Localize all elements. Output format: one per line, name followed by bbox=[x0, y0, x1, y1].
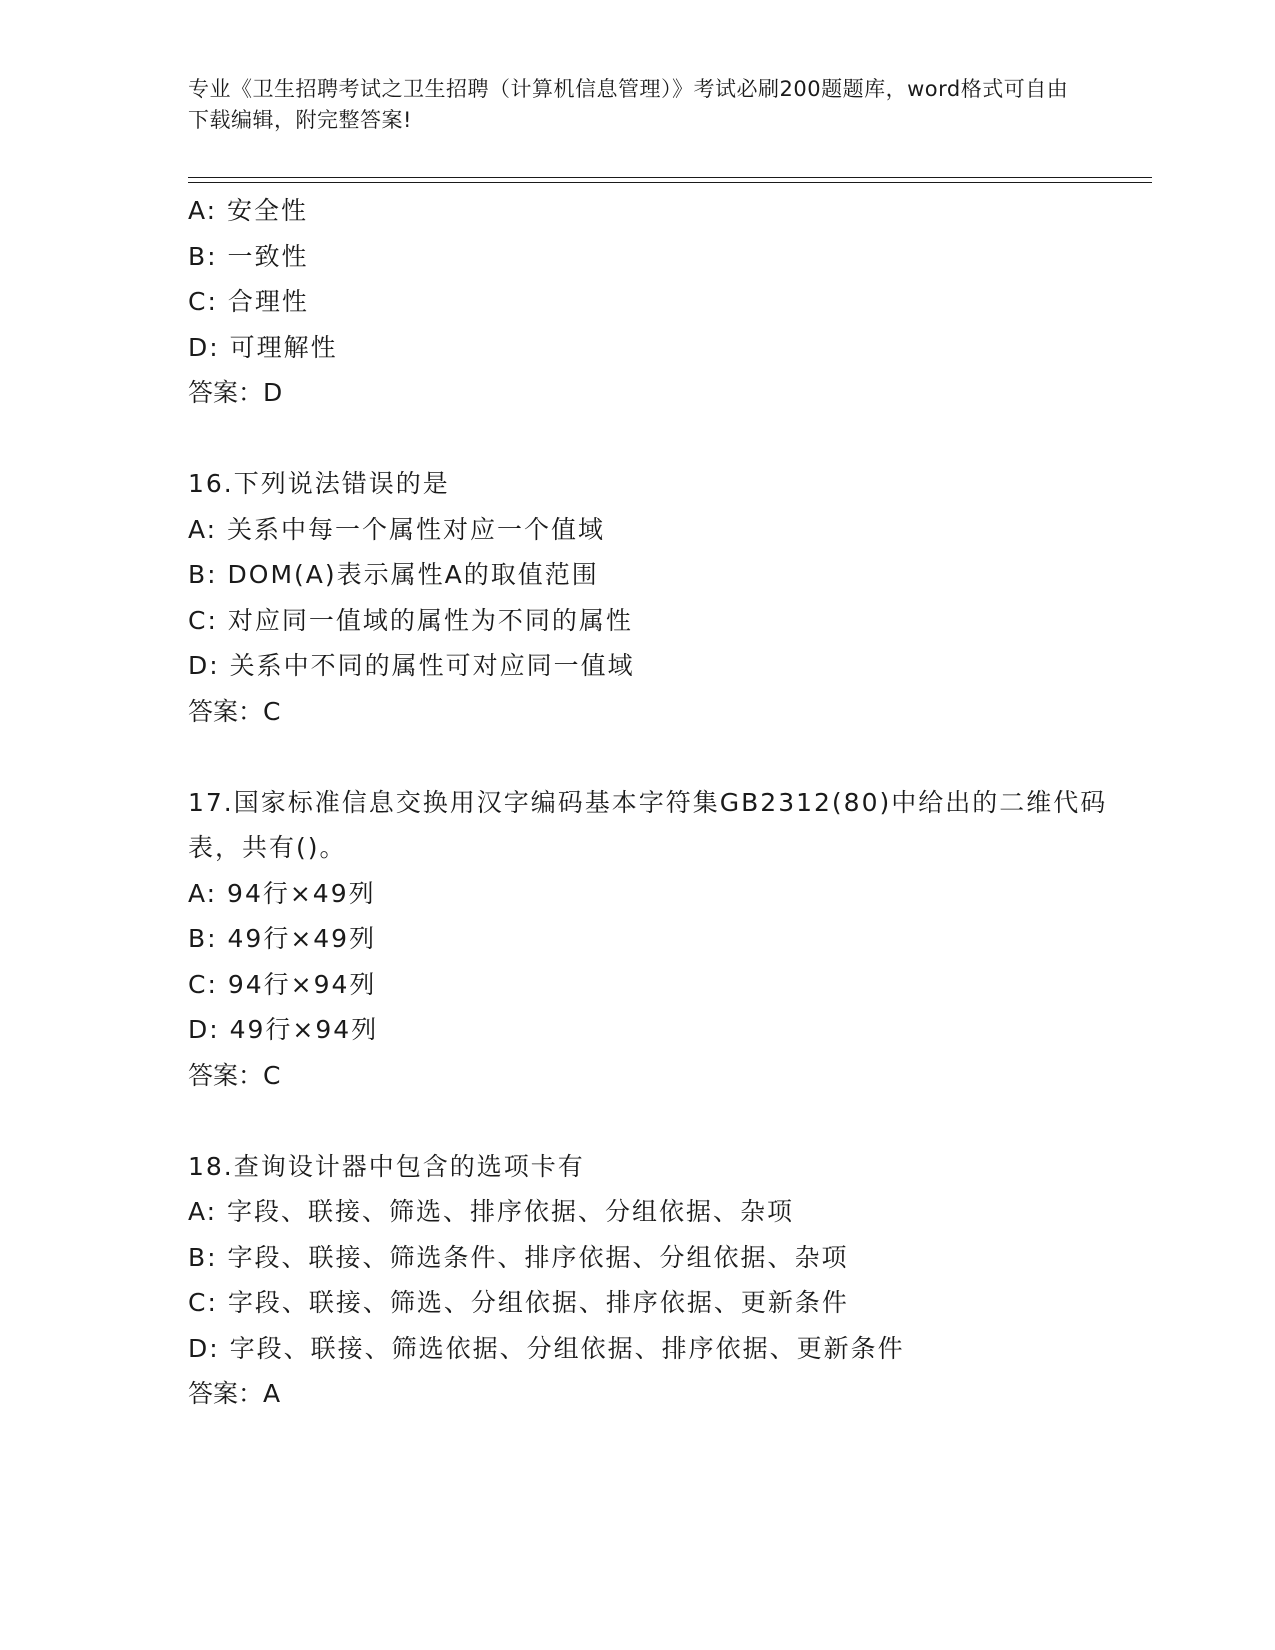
option-c: C: 合理性 bbox=[188, 287, 309, 316]
answer-line: 答案：A bbox=[188, 1379, 281, 1408]
question-block-16 bbox=[188, 461, 1148, 734]
option-d: D: 关系中不同的属性可对应同一值域 bbox=[188, 651, 635, 680]
answer-line: 答案：D bbox=[188, 378, 283, 407]
option-b: B: DOM(A)表示属性A的取值范围 bbox=[188, 560, 599, 589]
option-c: C: 94行×94列 bbox=[188, 969, 377, 999]
option-b: B: 字段、联接、筛选条件、排序依据、分组依据、杂项 bbox=[188, 1242, 849, 1272]
option-a: A: 安全性 bbox=[188, 196, 309, 225]
option-c: C: 对应同一值域的属性为不同的属性 bbox=[188, 605, 633, 635]
option-d: D: 字段、联接、筛选依据、分组依据、排序依据、更新条件 bbox=[188, 1333, 905, 1363]
question-block-15 bbox=[188, 188, 1148, 416]
option-d: D: 可理解性 bbox=[188, 332, 338, 362]
answer-line: 答案：C bbox=[188, 1060, 281, 1090]
option-b: B: 一致性 bbox=[188, 241, 309, 271]
answer-line: 答案：C bbox=[188, 696, 281, 726]
question-stem: 17.国家标准信息交换用汉字编码基本字符集GB2312(80)中给出的二维代码表，共有()。 bbox=[188, 787, 1108, 862]
question-stem: 18.查询设计器中包含的选项卡有 bbox=[188, 1151, 585, 1181]
option-a: A: 关系中每一个属性对应一个值域 bbox=[188, 514, 606, 544]
header-divider-top bbox=[188, 177, 1152, 178]
option-a: A: 字段、联接、筛选、排序依据、分组依据、杂项 bbox=[188, 1197, 795, 1226]
header-divider-bottom bbox=[188, 182, 1152, 183]
question-stem: 16.下列说法错误的是 bbox=[188, 469, 450, 498]
option-d: D: 49行×94列 bbox=[188, 1015, 379, 1044]
option-b: B: 49行×49列 bbox=[188, 924, 377, 953]
option-a: A: 94行×49列 bbox=[188, 878, 376, 908]
question-content bbox=[188, 188, 1148, 1417]
document-header: 专业《卫生招聘考试之卫生招聘（计算机信息管理）》考试必刷200题题库，word格式可自由下载编辑，附完整答案! bbox=[188, 77, 1069, 132]
question-block-17 bbox=[188, 780, 1148, 1099]
option-c: C: 字段、联接、筛选、分组依据、排序依据、更新条件 bbox=[188, 1288, 849, 1317]
question-block-18 bbox=[188, 1144, 1148, 1417]
